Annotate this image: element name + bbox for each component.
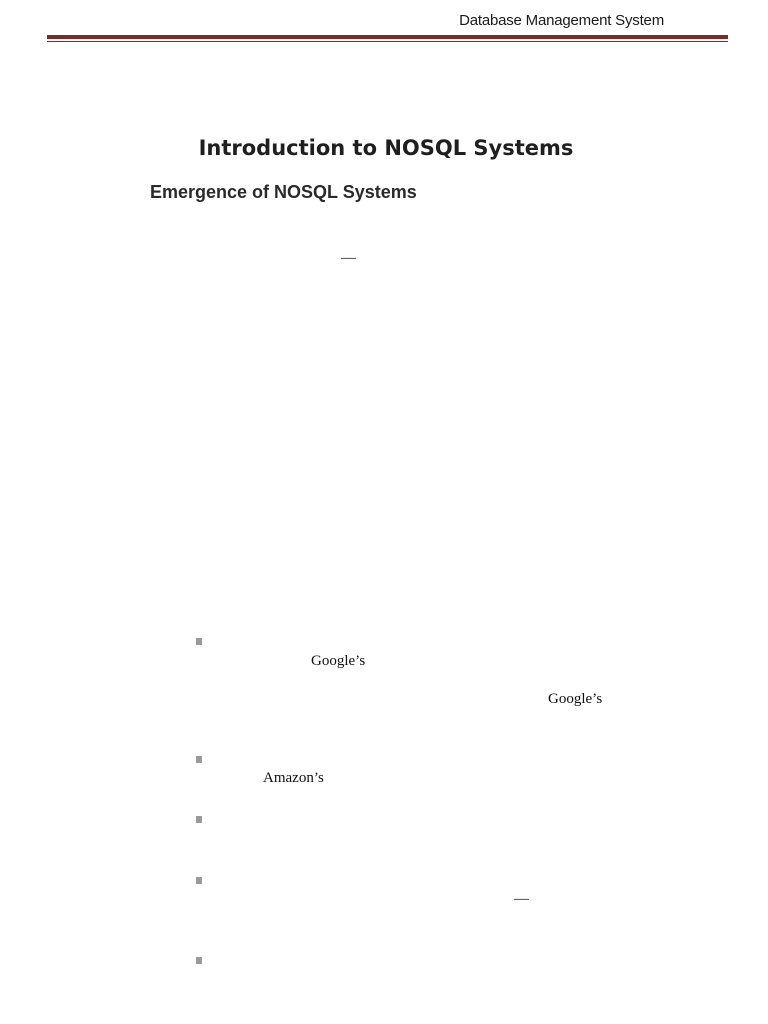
bullet-icon [196, 756, 202, 763]
bullet-icon [196, 638, 202, 645]
bullet-icon [196, 957, 202, 964]
section-heading: Emergence of NOSQL Systems [150, 182, 417, 202]
text-fragment-google: Google’s [548, 691, 603, 707]
text-fragment-dash: — [514, 891, 529, 907]
header-rule-thin [47, 41, 728, 42]
running-header: Database Management System [459, 12, 664, 29]
text-fragment-google: Google’s [311, 653, 366, 669]
document-title: Introduction to NOSQL Systems [198, 136, 574, 160]
bullet-icon [196, 816, 202, 823]
text-fragment-dash: — [341, 250, 356, 266]
text-fragment-amazon: Amazon’s [263, 770, 324, 786]
header-rule-thick [47, 35, 728, 39]
bullet-icon [196, 877, 202, 884]
